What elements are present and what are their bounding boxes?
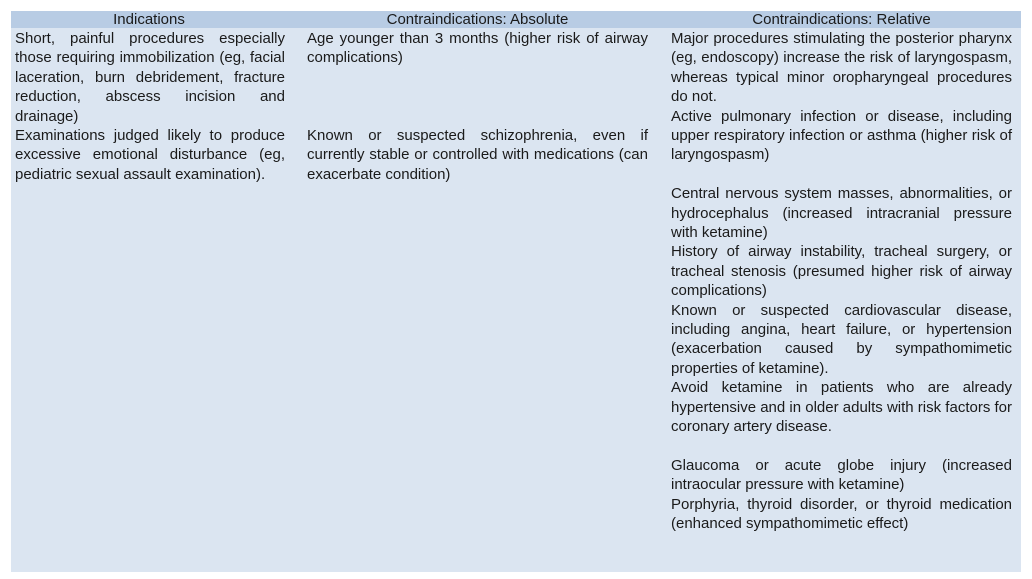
relative-contraindication-item: History of airway instability, tracheal surgery, or tracheal stenosis (presumed higher risk of airway complications) [671, 243, 1012, 300]
indications-column [15, 29, 285, 184]
indication-item: Examinations judged likely to produce excessive emotional disturbance (eg, pediatric sexual assault examination). [15, 127, 285, 183]
absolute-contraindications-column [307, 29, 648, 184]
relative-contraindication-item: Porphyria, thyroid disorder, or thyroid medication (enhanced sympathomimetic effect) [671, 495, 1012, 533]
relative-contraindication-item: Major procedures stimulating the posterior pharynx (eg, endoscopy) increase the risk of laryngospasm, whereas typical minor oropharyngeal procedures do not. [671, 30, 1012, 106]
absolute-contraindication-item: Known or suspected schizophrenia, even if currently stable or controlled with medications (can exacerbate condition) [307, 127, 648, 183]
table-header-row [11, 11, 1021, 28]
relative-contraindication-item: Active pulmonary infection or disease, including upper respiratory infection or asthma (higher risk of laryngospasm) [671, 107, 1012, 164]
relative-contraindication-item: Glaucoma or acute globe injury (increased intraocular pressure with ketamine) [671, 456, 1012, 494]
relative-contraindication-item: Avoid ketamine in patients who are already hypertensive and in older adults with risk factors for coronary artery disease. [671, 379, 1012, 436]
header-contraindications-relative: Contraindications: Relative [752, 11, 931, 28]
relative-contraindication-item: Known or suspected cardiovascular disease, including angina, heart failure, or hypertension (exacerbation caused by sympathomimetic properties of ketamine). [671, 301, 1012, 377]
relative-contraindications-column [671, 29, 1012, 534]
ketamine-indications-table [11, 11, 1021, 572]
header-indications: Indications [113, 11, 185, 28]
indication-item: Short, painful procedures especially those requiring immobilization (eg, facial laceration, burn debridement, fracture reduction, abscess incision and drainage) [15, 30, 285, 125]
header-contraindications-absolute: Contraindications: Absolute [386, 11, 569, 28]
absolute-contraindication-item: Age younger than 3 months (higher risk of airway complications) [307, 30, 648, 67]
relative-contraindication-item: Central nervous system masses, abnormalities, or hydrocephalus (increased intracranial pressure with ketamine) [671, 185, 1012, 242]
